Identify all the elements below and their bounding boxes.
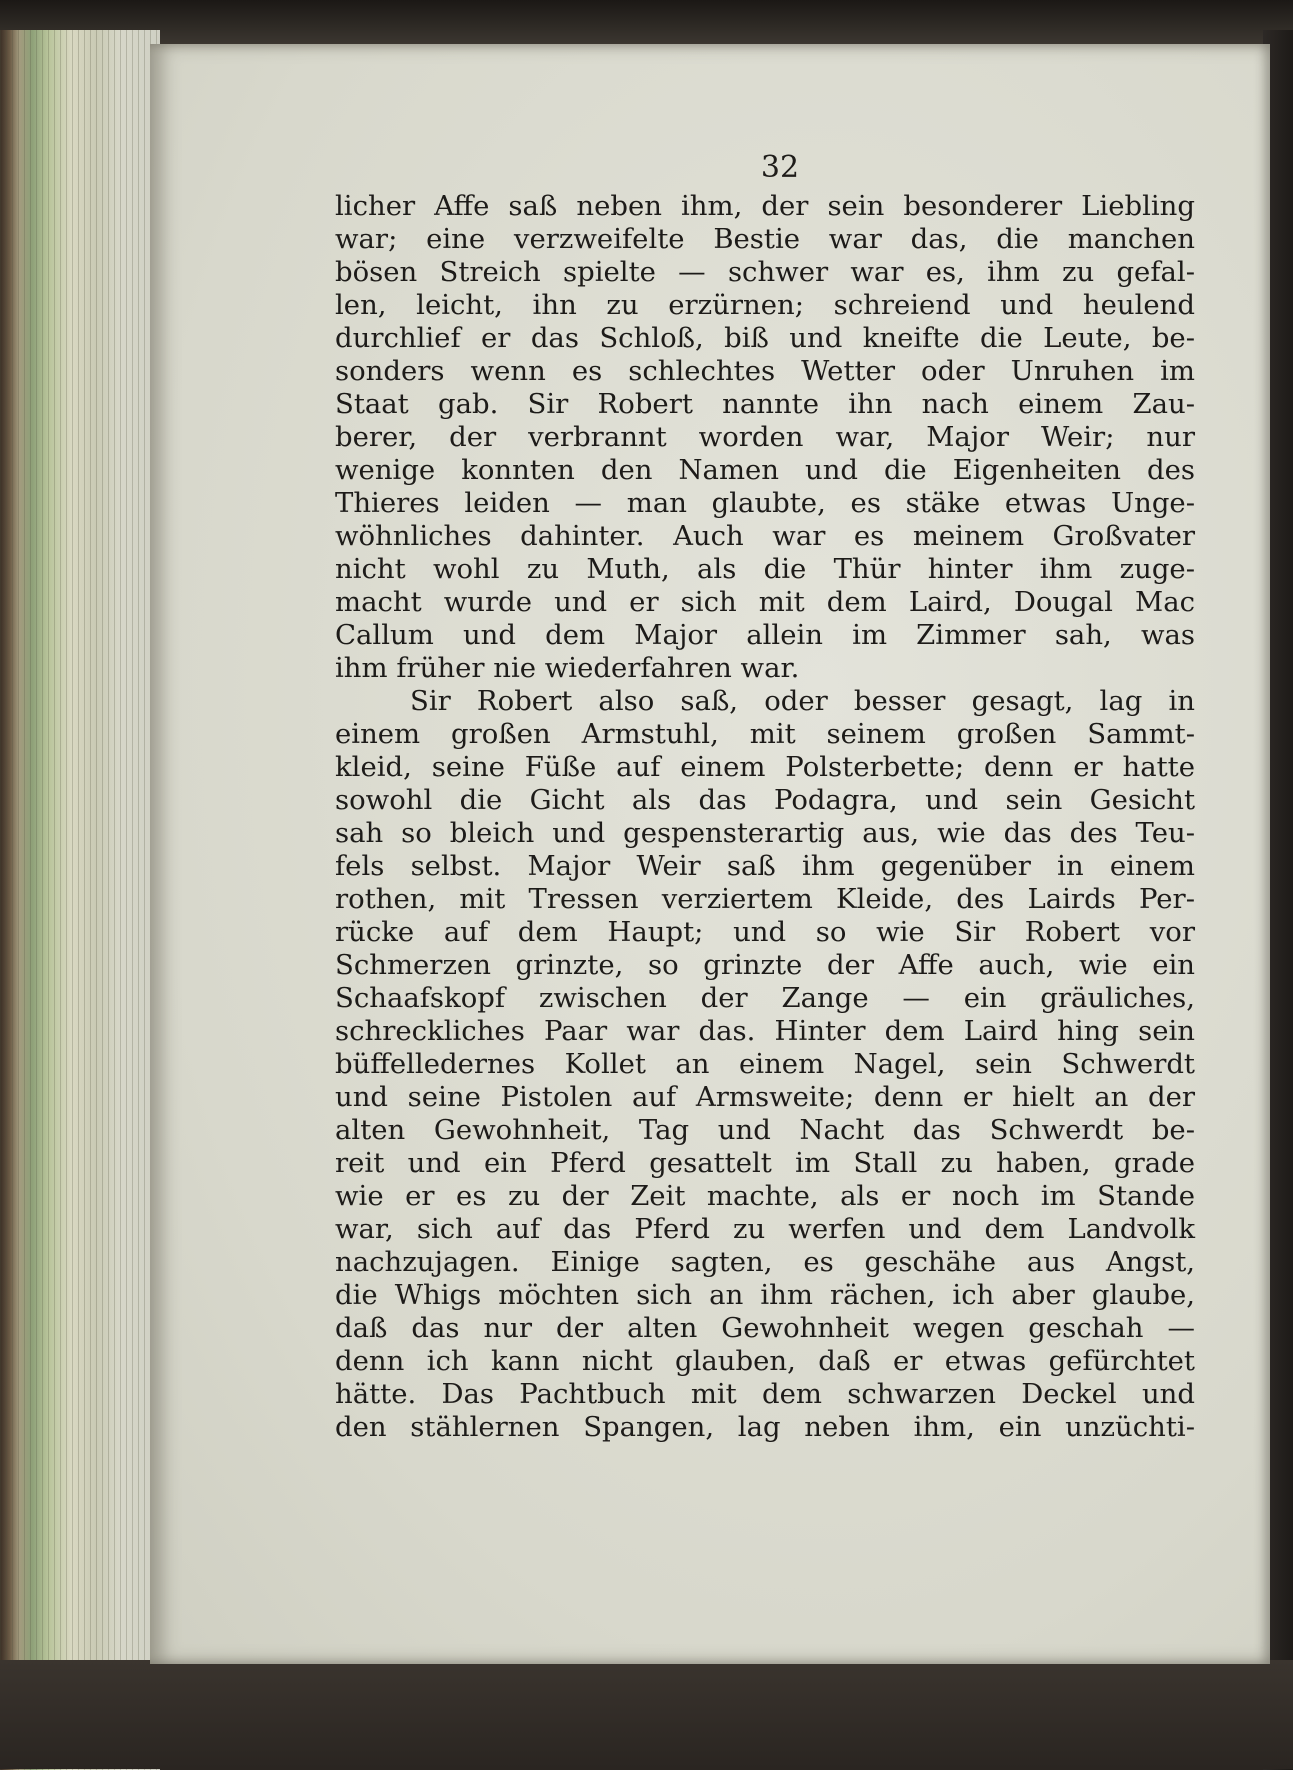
text-line: fels selbst. Major Weir saß ihm gegenüber in einem [335, 850, 1195, 882]
text-line: nicht wohl zu Muth, als die Thür hinter ihm zuge- [335, 553, 1195, 585]
page-number: 32 [760, 150, 800, 185]
text-line: Sir Robert also saß, oder besser gesagt, lag in [410, 685, 1195, 717]
text-line: rothen, mit Tressen verziertem Kleide, des Lairds Per- [335, 883, 1195, 915]
text-line: einem großen Armstuhl, mit seinem großen Sammt- [335, 718, 1195, 750]
text-line: macht wurde und er sich mit dem Laird, Dougal Mac [335, 586, 1195, 618]
text-line: berer, der verbrannt worden war, Major Weir; nur [335, 421, 1195, 453]
text-line: Staat gab. Sir Robert nannte ihn nach einem Zau- [335, 388, 1195, 420]
text-line: war; eine verzweifelte Bestie war das, die manchen [335, 223, 1195, 255]
text-line: und seine Pistolen auf Armsweite; denn er hielt an der [335, 1081, 1195, 1113]
text-line: wöhnliches dahinter. Auch war es meinem Großvater [335, 520, 1195, 552]
text-line: kleid, seine Füße auf einem Polsterbette; denn er hatte [335, 751, 1195, 783]
text-line: len, leicht, ihn zu erzürnen; schreiend und heulend [335, 289, 1195, 321]
text-line: ihm früher nie wiederfahren war. [335, 652, 800, 684]
text-line: alten Gewohnheit, Tag und Nacht das Schwerdt be- [335, 1114, 1195, 1146]
text-line: Thieres leiden — man glaubte, es stäke etwas Unge- [335, 487, 1195, 519]
book-page-edges [0, 30, 160, 1770]
text-line: rücke auf dem Haupt; und so wie Sir Robert vor [335, 916, 1195, 948]
text-line: sowohl die Gicht als das Podagra, und sein Gesicht [335, 784, 1195, 816]
text-line: wenige konnten den Namen und die Eigenheiten des [335, 454, 1195, 486]
text-line: war, sich auf das Pferd zu werfen und dem Landvolk [335, 1213, 1195, 1245]
scan-background-top [0, 0, 1293, 44]
text-line: licher Affe saß neben ihm, der sein besonderer Liebling [335, 190, 1195, 222]
text-line: Callum und dem Major allein im Zimmer sah, was [335, 619, 1195, 651]
text-line: daß das nur der alten Gewohnheit wegen geschah — [335, 1312, 1195, 1344]
text-line: denn ich kann nicht glauben, daß er etwas gefürchtet [335, 1345, 1195, 1377]
body-text [335, 190, 1195, 1444]
text-line: nachzujagen. Einige sagten, es geschähe aus Angst, [335, 1246, 1195, 1278]
text-line: wie er es zu der Zeit machte, als er noch im Stande [335, 1180, 1195, 1212]
text-line: sah so bleich und gespensterartig aus, wie das des Teu- [335, 817, 1195, 849]
text-line: büffelledernes Kollet an einem Nagel, sein Schwerdt [335, 1048, 1195, 1080]
text-line: Schaafskopf zwischen der Zange — ein gräuliches, [335, 982, 1195, 1014]
text-line: hätte. Das Pachtbuch mit dem schwarzen Deckel und [335, 1378, 1195, 1410]
text-line: die Whigs möchten sich an ihm rächen, ich aber glaube, [335, 1279, 1195, 1311]
text-line: sonders wenn es schlechtes Wetter oder Unruhen im [335, 355, 1195, 387]
scan-background-bottom [0, 1660, 1293, 1769]
text-line: bösen Streich spielte — schwer war es, ihm zu gefal- [335, 256, 1195, 288]
text-line: Schmerzen grinzte, so grinzte der Affe auch, wie ein [335, 949, 1195, 981]
text-line: den stählernen Spangen, lag neben ihm, ein unzüchti- [335, 1411, 1195, 1443]
text-line: schreckliches Paar war das. Hinter dem Laird hing sein [335, 1015, 1195, 1047]
text-line: reit und ein Pferd gesattelt im Stall zu haben, grade [335, 1147, 1195, 1179]
text-line: durchlief er das Schloß, biß und kneifte die Leute, be- [335, 322, 1195, 354]
